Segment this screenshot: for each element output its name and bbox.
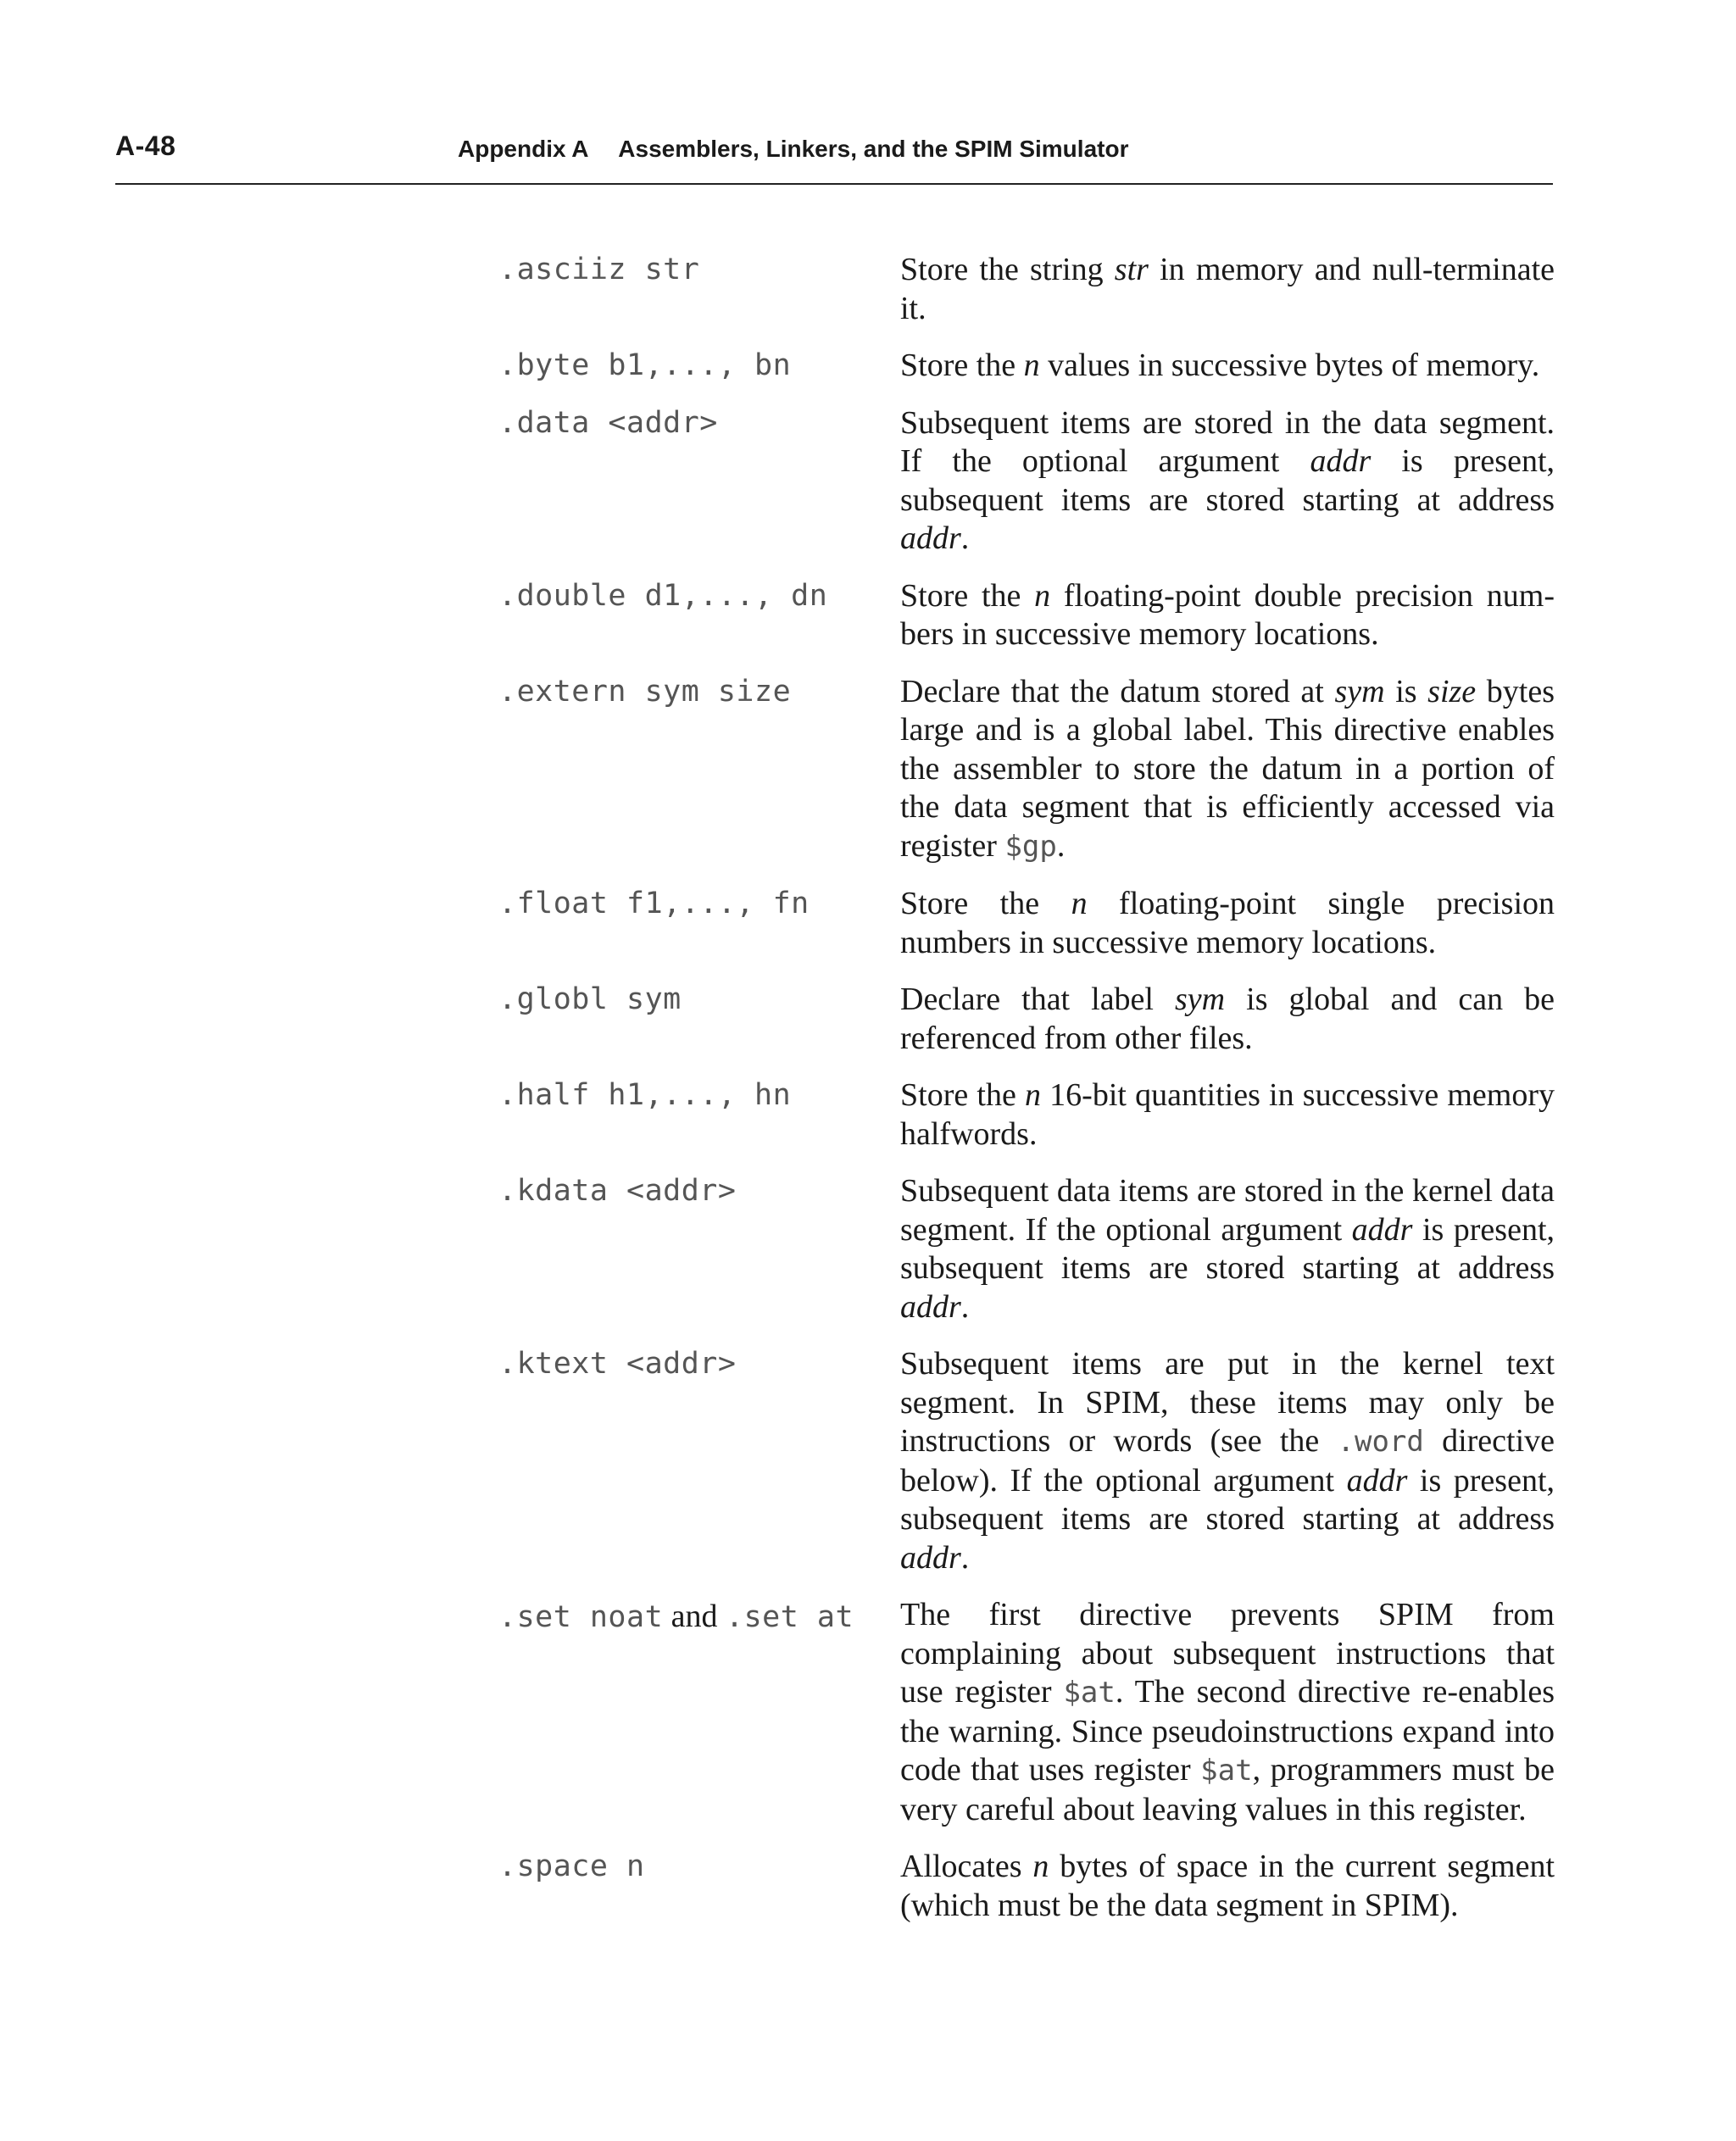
- italic-term: n: [1032, 1849, 1049, 1884]
- italic-term: addr: [1346, 1462, 1408, 1499]
- directive-description: Subsequent data items are stored in the kernel data segment. If the optional argument addr is present, subsequent items are stored starting at address addr.: [900, 1173, 1555, 1325]
- directive-description: Allocates n bytes of space in the current segment (which must be the data segment in SPIM).: [900, 1849, 1555, 1923]
- italic-term: sym: [1175, 982, 1226, 1017]
- directive-name-part: .set at: [726, 1600, 854, 1634]
- directive-entry: [498, 1172, 1555, 1326]
- directive-name: .ktext <addr>: [498, 1347, 737, 1381]
- directive-entry: [498, 251, 1555, 328]
- directive-description: Store the n floating-point double precision num-bers in successive memory locations.: [900, 577, 1555, 652]
- italic-term: n: [1071, 886, 1088, 921]
- italic-term: addr: [900, 520, 961, 556]
- directive-description: Declare that the datum stored at sym is size bytes large and is a global label. This directive enables the assembler to store the datum in a portion of the data segment that is efficiently accessed via register $gp.: [900, 673, 1555, 864]
- directive-name: .space n: [498, 1849, 645, 1883]
- directive-description: The first directive prevents SPIM from complaining about subsequent instructions that use register $at. The second directive re-enables the warning. Since pseudoinstructions expand into code that uses register $at, programmers must be very careful about leaving values in this register.: [900, 1597, 1555, 1827]
- directive-entry: [498, 885, 1555, 962]
- italic-term: str: [1114, 252, 1149, 287]
- inline-code: .word: [1337, 1425, 1424, 1459]
- directive-entry: [498, 1848, 1555, 1925]
- italic-term: addr: [1310, 443, 1372, 479]
- directive-name: .globl sym: [498, 982, 682, 1016]
- directive-name: .half h1,..., hn: [498, 1078, 792, 1112]
- inline-code: $at: [1063, 1676, 1116, 1710]
- appendix-label: Appendix A: [458, 136, 589, 162]
- italic-term: n: [1023, 348, 1040, 383]
- directive-name: .byte b1,..., bn: [498, 348, 792, 382]
- directive-name: .float f1,..., fn: [498, 887, 810, 920]
- directive-name: .extern sym size: [498, 674, 792, 709]
- inline-code: $at: [1200, 1754, 1253, 1788]
- directive-entry: [498, 1076, 1555, 1154]
- italic-term: addr: [900, 1288, 961, 1325]
- italic-term: n: [1034, 577, 1051, 614]
- directive-entry: [498, 673, 1555, 867]
- directive-name: [498, 1598, 854, 1635]
- directive-entry: [498, 1345, 1555, 1577]
- directive-entry: [498, 1596, 1555, 1829]
- directive-description: Store the n values in successive bytes of memory.: [900, 348, 1540, 383]
- directive-name: .data <addr>: [498, 405, 718, 440]
- running-head: [458, 136, 1128, 163]
- directive-list: [498, 251, 1555, 1944]
- directive-entry: [498, 577, 1555, 654]
- directive-connector: and: [663, 1599, 726, 1634]
- chapter-title: Assemblers, Linkers, and the SPIM Simulator: [618, 136, 1129, 162]
- directive-entry: [498, 404, 1555, 559]
- directive-description: Store the string str in memory and null-terminate it.: [900, 252, 1555, 326]
- directive-description: Subsequent items are stored in the data segment. If the optional argument addr is present, subsequent items are stored starting at address addr.: [900, 404, 1555, 556]
- directive-name: .asciiz str: [498, 253, 700, 286]
- directive-name-part: .set noat: [498, 1600, 664, 1634]
- directive-description: Subsequent items are put in the kernel text segment. In SPIM, these items may only be instructions or words (see the .word directive below). If the optional argument addr is present, subsequent items are stored starting at address addr.: [900, 1346, 1555, 1576]
- italic-term: size: [1427, 673, 1477, 709]
- italic-term: n: [1025, 1077, 1041, 1113]
- directive-entry: [498, 347, 1555, 386]
- directive-name: .double d1,..., dn: [498, 578, 828, 613]
- directive-description: Declare that label sym is global and can be referenced from other files.: [900, 982, 1555, 1056]
- italic-term: addr: [900, 1539, 961, 1576]
- directive-description: Store the n 16-bit quantities in successive memory halfwords.: [900, 1077, 1555, 1152]
- italic-term: sym: [1334, 673, 1385, 709]
- page-header: [115, 127, 1553, 185]
- directive-description: Store the n floating-point single precision numbers in successive memory locations.: [900, 886, 1555, 960]
- directive-name: .kdata <addr>: [498, 1174, 737, 1208]
- italic-term: addr: [1351, 1211, 1413, 1248]
- directive-entry: [498, 981, 1555, 1058]
- inline-code: $gp: [1004, 829, 1057, 864]
- page-number: A-48: [115, 131, 176, 161]
